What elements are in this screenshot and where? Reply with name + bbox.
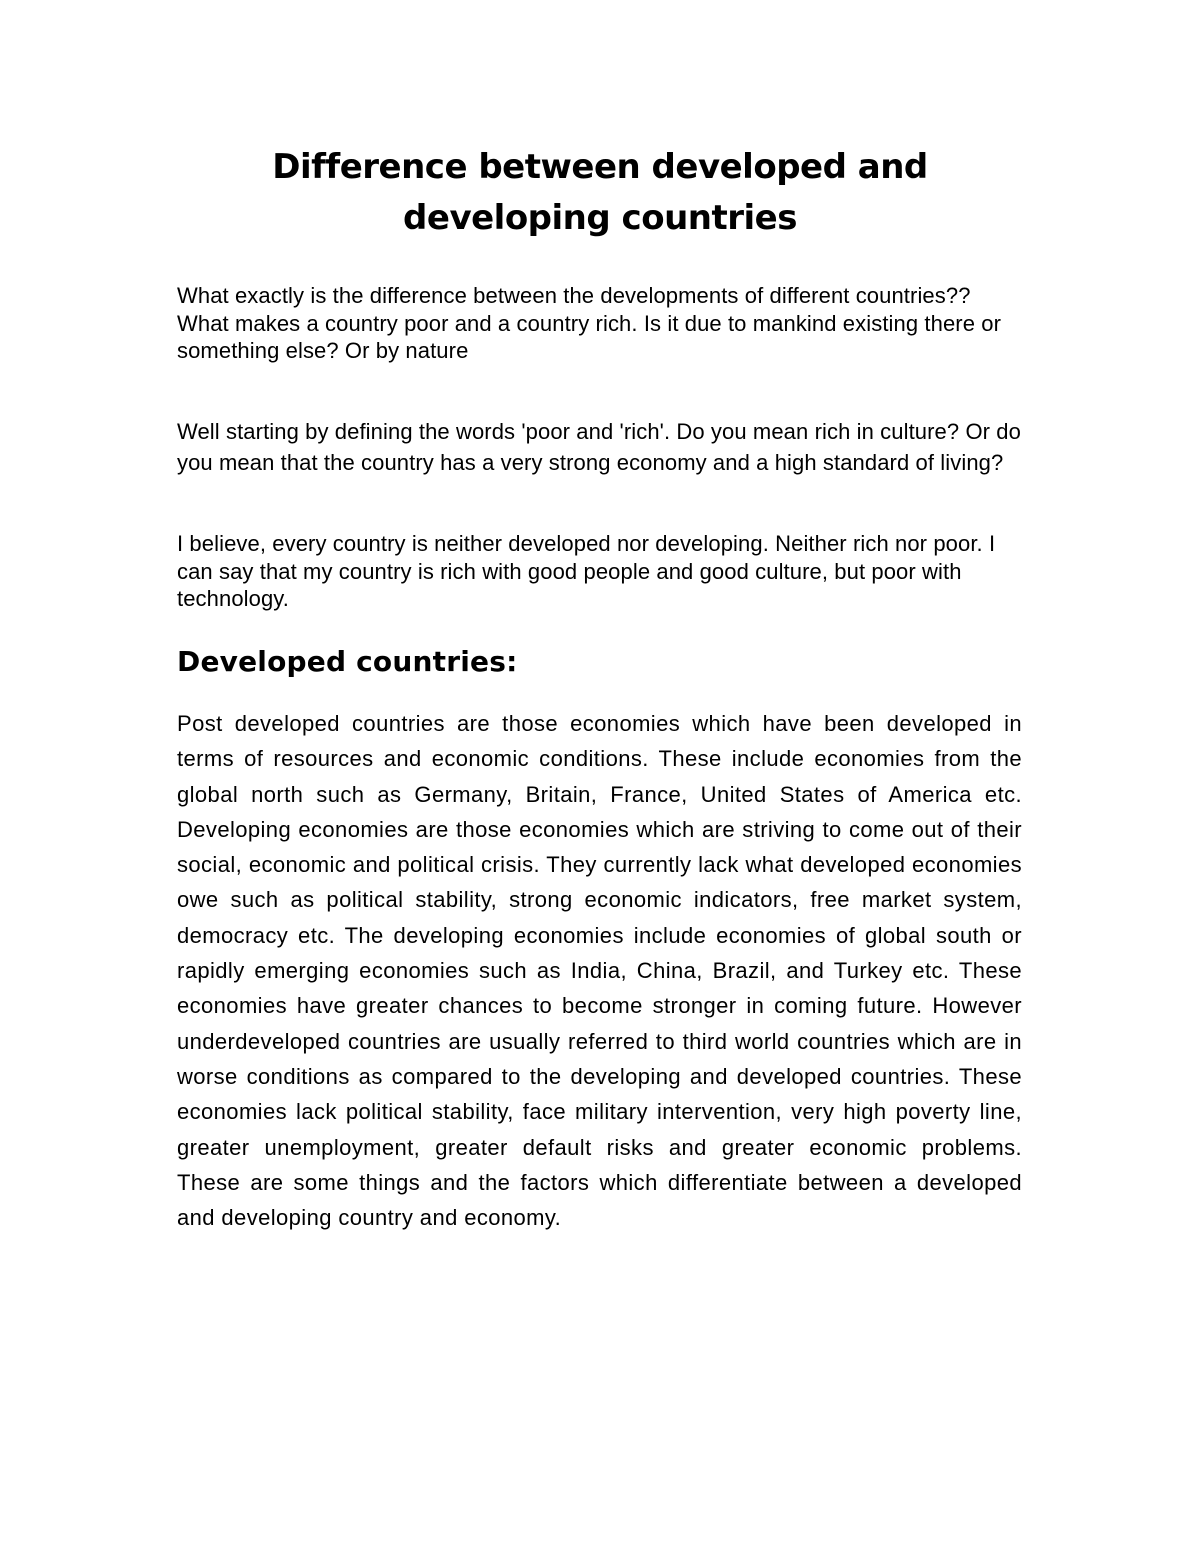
definition-paragraph: Well starting by defining the words 'poor and 'rich'. Do you mean rich in culture? Or do you mean that the country has a very strong economy and a high standard of living? [177,419,1021,475]
section-body-paragraph: Post developed countries are those economies which have been developed in terms of resources and economic conditions. These include economies from the global north such as Germany, Britain, France, United States of America etc. Developing economies are those economies which are striving to come out of their social, economic and political crisis. They currently lack what developed economies owe such as political stability, strong economic indicators, free market system, democracy etc. The developing economies include economies of global south or rapidly emerging economies such as India, China, Brazil, and Turkey etc. These economies have greater chances to become stronger in coming future. However underdeveloped countries are usually referred to third world countries which are in worse conditions as compared to the developing and developed countries. These economies lack political stability, face military intervention, very high poverty line, greater unemployment, greater default risks and greater economic problems. These are some things and the factors which differentiate between a developed and developing country and economy. [177,711,1022,1231]
intro-question-line: What makes a country poor and a country rich. Is it due to mankind existing there or something else? Or by nature [177,310,1002,363]
intro-question-line: What exactly is the difference between the developments of different countries?? [177,283,971,308]
opinion-paragraph: I believe, every country is neither developed nor developing. Neither rich nor poor. I can say that my country is rich with good people and good culture, but poor with technology. [177,531,996,611]
document-title: Difference between developed and developing countries [272,147,928,238]
intro-paragraph [177,282,1027,365]
section-heading: Developed countries: [177,645,518,678]
